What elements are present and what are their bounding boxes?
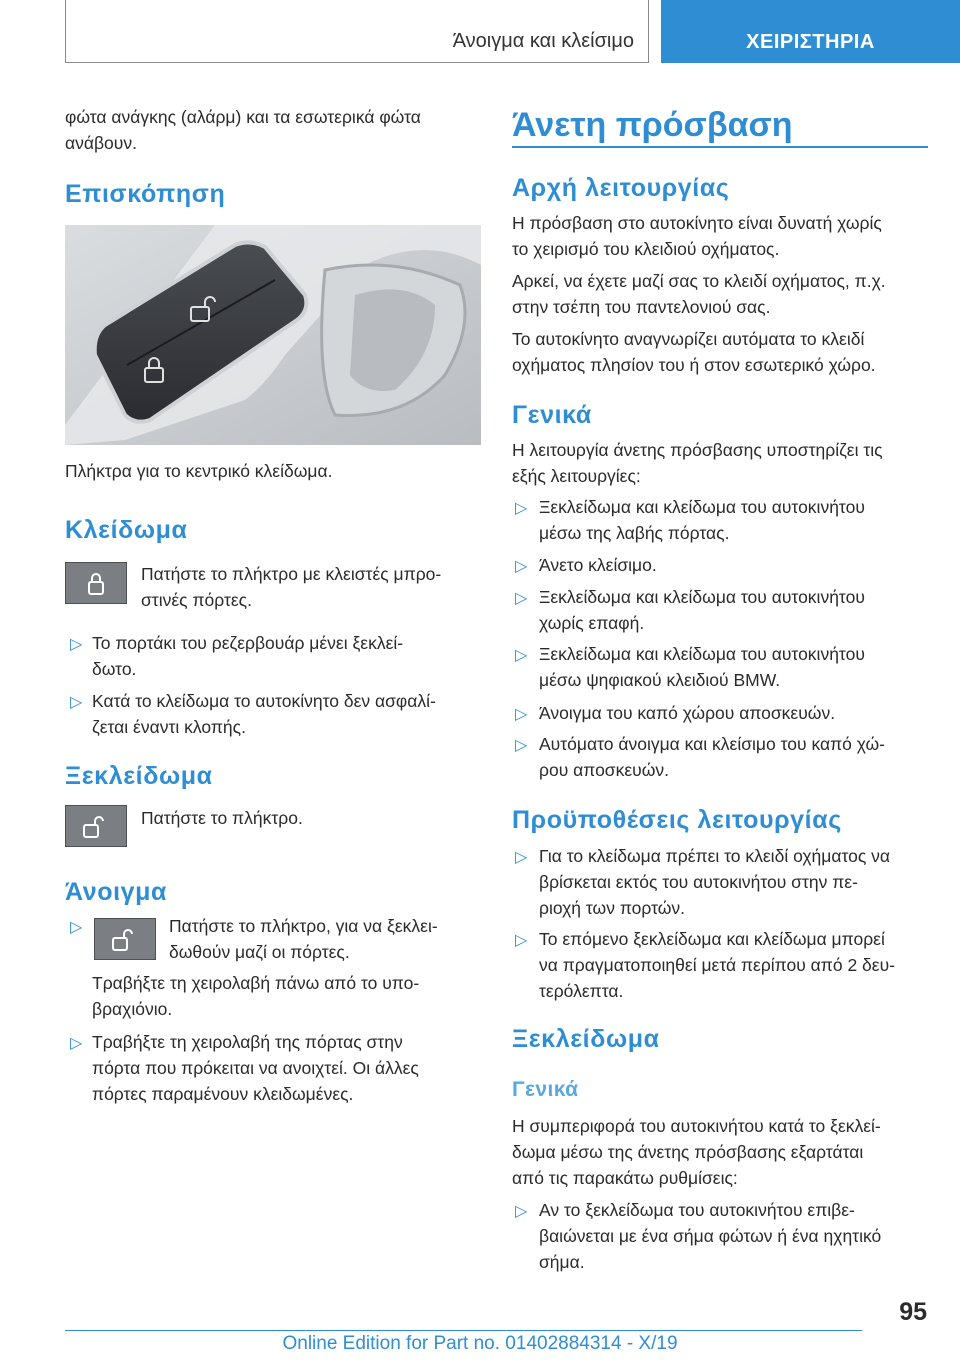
general-bullet-6-line-2: ρου αποσκευών.: [539, 760, 669, 780]
comfort-access-title: Άνετη πρόσβαση: [512, 106, 793, 144]
lock-button-image: [65, 562, 127, 604]
open-bullet-1-line-1: Πατήστε το πλήκτρο, για να ξεκλει-: [169, 916, 438, 936]
open-bullet-2-line-1: Τραβήξτε τη χειρολαβή της πόρτας στην: [92, 1032, 403, 1052]
page-number: 95: [899, 1298, 927, 1326]
lock-bullet-1-line-1: Το πορτάκι του ρεζερβουάρ μένει ξεκλεί-: [92, 633, 404, 653]
keyless-bullet-line-1: Αν το ξεκλείδωμα του αυτοκινήτου επιβε-: [539, 1200, 855, 1220]
keyless-bullet-line-2: βαιώνεται με ένα σήμα φώτων ή ένα ηχητικό: [539, 1226, 882, 1246]
keyless-intro-line-1: Η συμπεριφορά του αυτοκινήτου κατά το ξεκλεί-: [512, 1116, 881, 1136]
keyless-bullet-line-3: σήμα.: [539, 1252, 585, 1272]
lock-icon: [89, 574, 103, 594]
lock-bullet-1-line-2: δωτο.: [92, 659, 137, 679]
general-bullet-3-line-2: χωρίς επαφή.: [539, 613, 645, 633]
general-intro-line-2: εξής λειτουργίες:: [512, 466, 641, 486]
general-heading: Γενικά: [512, 401, 592, 429]
principle-p2-line-2: στην τσέπη του παντελονιού σας.: [512, 297, 771, 317]
lock-text-line-2: στινές πόρτες.: [141, 590, 252, 610]
bullet-icon: ▷: [70, 1035, 83, 1052]
header-section-box: [65, 0, 649, 63]
keyless-intro-line-3: από τις παρακάτω ρυθμίσεις:: [512, 1168, 738, 1188]
footer-rule: [65, 1330, 862, 1331]
open-bullet-1-cont-line-2: βραχιόνιο.: [92, 999, 173, 1019]
general-bullet-1-line-1: Ξεκλείδωμα και κλείδωμα του αυτοκινήτου: [539, 497, 865, 517]
lock-text-line-1: Πατήστε το πλήκτρο με κλειστές μπρο-: [141, 564, 442, 584]
lock-heading: Κλείδωμα: [65, 516, 188, 544]
open-bullet-2-line-3: πόρτες παραμένουν κλειδωμένες.: [92, 1084, 354, 1104]
unlock-heading: Ξεκλείδωμα: [65, 762, 213, 790]
header-chapter-title: ΧΕΙΡΙΣΤΗΡΙΑ: [746, 31, 875, 53]
header-chapter-tab: [661, 0, 960, 63]
prereq-bullet-1-line-2: βρίσκεται εκτός του αυτοκινήτου στην πε-: [539, 872, 858, 892]
general-bullet-1-line-2: μέσω της λαβής πόρτας.: [539, 523, 730, 543]
prereq-bullet-2-line-2: να πραγματοποιηθεί μετά περίπου από 2 δευ-: [539, 955, 895, 975]
keyless-intro-line-2: δωμα μέσω της άνετης πρόσβασης εξαρτάται: [512, 1142, 864, 1162]
prereq-bullet-1-line-3: ριοχή των πορτών.: [539, 898, 686, 918]
principle-p1-line-2: το χειρισμό του κλειδιού οχήματος.: [512, 239, 780, 259]
prereq-heading: Προϋποθέσεις λειτουργίας: [512, 806, 842, 834]
unlock-text: Πατήστε το πλήκτρο.: [141, 808, 303, 828]
title-rule: [512, 146, 928, 148]
intro-line-2: ανάβουν.: [65, 133, 137, 153]
bullet-icon: ▷: [70, 694, 83, 711]
bullet-icon: ▷: [515, 500, 528, 517]
bullet-icon: ▷: [515, 590, 528, 607]
general-bullet-2: Άνετο κλείσιμο.: [539, 555, 657, 575]
bullet-icon: ▷: [70, 636, 83, 653]
unlock-icon: [113, 930, 132, 950]
open-bullet-2-line-2: πόρτα που πρόκειται να ανοιχτεί. Οι άλλες: [92, 1058, 419, 1078]
unlock-button-image-small: [94, 918, 156, 960]
bullet-icon: ▷: [515, 849, 528, 866]
principle-p3-line-1: Το αυτοκίνητο αναγνωρίζει αυτόματα το κλειδί: [512, 329, 865, 349]
general-bullet-6-line-1: Αυτόματο άνοιγμα και κλείσιμο του καπό χώ-: [539, 734, 885, 754]
prereq-bullet-2-line-3: τερόλεπτα.: [539, 981, 624, 1001]
unlock-icon: [84, 817, 103, 837]
open-bullet-1-line-2: δωθούν μαζί οι πόρτες.: [169, 942, 350, 962]
keyless-unlock-general-subheading: Γενικά: [512, 1078, 579, 1101]
unlock-button-image: [65, 805, 127, 847]
bullet-icon: ▷: [515, 932, 528, 949]
principle-p1-line-1: Η πρόσβαση στο αυτοκίνητο είναι δυνατή χωρίς: [512, 213, 882, 233]
intro-line-1: φώτα ανάγκης (αλάρμ) και τα εσωτερικά φώτα: [65, 107, 421, 127]
general-bullet-3-line-1: Ξεκλείδωμα και κλείδωμα του αυτοκινήτου: [539, 587, 865, 607]
bullet-icon: ▷: [515, 647, 528, 664]
lock-bullet-2-line-2: ζεται έναντι κλοπής.: [92, 717, 246, 737]
header-section-title: Άνοιγμα και κλείσιμο: [452, 30, 634, 52]
bullet-icon: ▷: [515, 737, 528, 754]
open-heading: Άνοιγμα: [65, 878, 168, 906]
overview-heading: Επισκόπηση: [65, 180, 226, 208]
general-bullet-5: Άνοιγμα του καπό χώρου αποσκευών.: [539, 703, 836, 723]
general-bullet-4-line-2: μέσω ψηφιακού κλειδιού BMW.: [539, 670, 781, 690]
prereq-bullet-2-line-1: Το επόμενο ξεκλείδωμα και κλείδωμα μπορεί: [539, 929, 885, 949]
bullet-icon: ▷: [515, 706, 528, 723]
general-bullet-4-line-1: Ξεκλείδωμα και κλείδωμα του αυτοκινήτου: [539, 644, 865, 664]
prereq-bullet-1-line-1: Για το κλείδωμα πρέπει το κλειδί οχήματος να: [539, 846, 891, 866]
bullet-icon: ▷: [515, 558, 528, 575]
door-lock-buttons-photo: [65, 225, 481, 445]
principle-heading: Αρχή λειτουργίας: [512, 174, 730, 202]
lock-bullet-2-line-1: Κατά το κλείδωμα το αυτοκίνητο δεν ασφαλί-: [92, 691, 436, 711]
principle-p3-line-2: οχήματος πλησίον του ή στον εσωτερικό χώρο.: [512, 355, 876, 375]
principle-p2-line-1: Αρκεί, να έχετε μαζί σας το κλειδί οχήματος, π.χ.: [512, 271, 886, 291]
open-bullet-1-cont-line-1: Τραβήξτε τη χειρολαβή πάνω από το υπο-: [92, 973, 420, 993]
footer-edition: Online Edition for Part no. 01402884314 - X/19: [282, 1333, 678, 1354]
keyless-unlock-heading: Ξεκλείδωμα: [512, 1025, 660, 1053]
bullet-icon: ▷: [70, 919, 83, 936]
general-intro-line-1: Η λειτουργία άνετης πρόσβασης υποστηρίζει τις: [512, 440, 883, 460]
bullet-icon: ▷: [515, 1203, 528, 1220]
photo-caption: Πλήκτρα για το κεντρικό κλείδωμα.: [65, 461, 333, 481]
